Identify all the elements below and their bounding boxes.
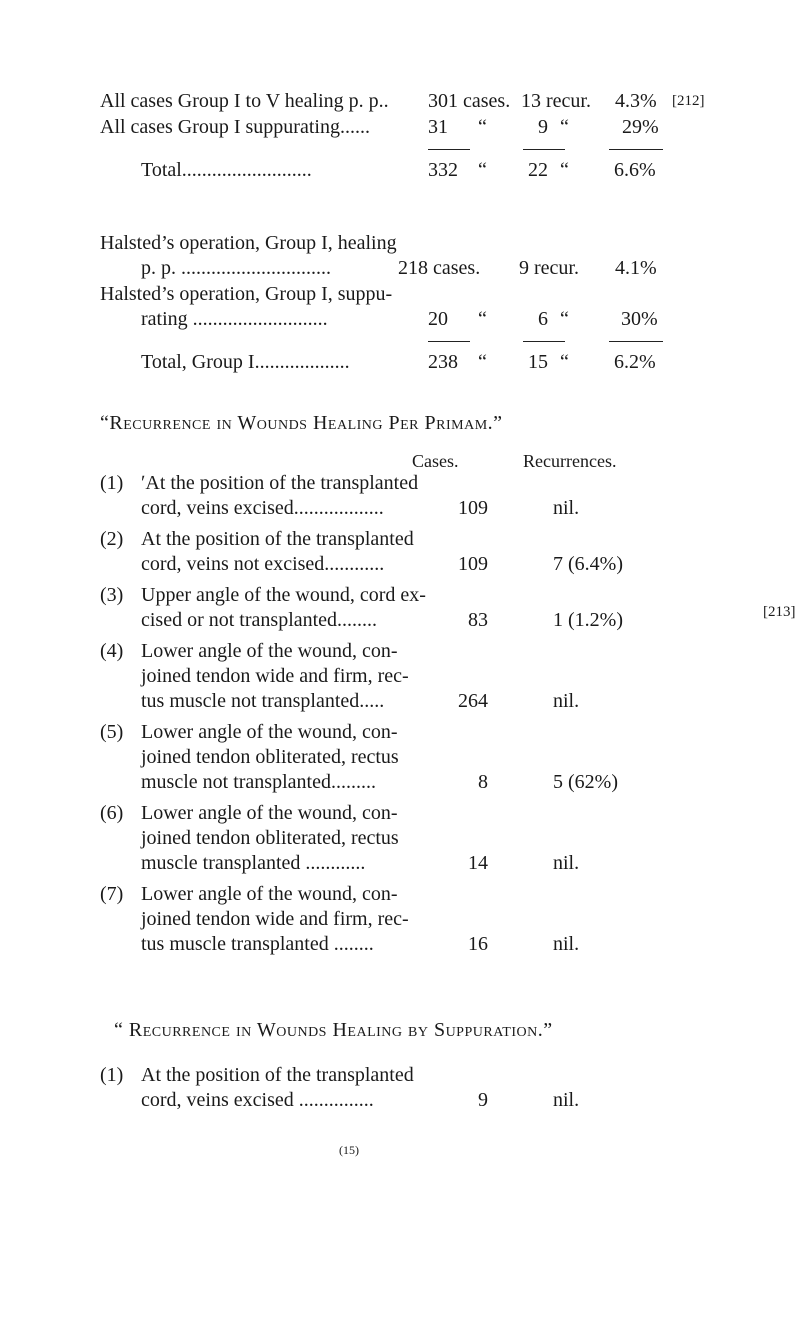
item-text-line: joined tendon wide and firm, rec- [141, 665, 409, 687]
section2-title: “ Recurrence in Wounds Healing by Suppuration.” [114, 1019, 553, 1041]
item-text-line: At the position of the transplanted [141, 1064, 414, 1086]
halsted-total-ditto1: “ [478, 351, 487, 373]
summary-row2-ditto1: “ [478, 116, 487, 138]
summary-row1-cases: 301 cases. [428, 90, 511, 112]
item-text-line: joined tendon obliterated, rectus [141, 827, 399, 849]
item-recurrences: nil. [553, 852, 580, 874]
item-recurrences: nil. [553, 690, 580, 712]
item-number: (4) [100, 640, 124, 662]
summary-row1-pct: 4.3% [615, 90, 657, 112]
halsted-row1-label-b: p. p. .............................. [141, 257, 331, 279]
summary-row2-recur: 9 [538, 116, 548, 138]
item-recurrences: 1 (1.2%) [553, 609, 623, 631]
rule-pct [609, 149, 663, 150]
item-text-line: cord, veins excised.................. [141, 497, 384, 519]
rule-halsted-pct [609, 341, 663, 342]
halsted-total-label: Total, Group I................... [141, 351, 350, 373]
section1-title: “Recurrence in Wounds Healing Per Primam.” [100, 412, 503, 434]
item-text-line: muscle not transplanted......... [141, 771, 376, 793]
item-text-line: Lower angle of the wound, con- [141, 640, 398, 662]
summary-row2-ditto2: “ [560, 116, 569, 138]
item-number: (1) [100, 472, 124, 494]
item-number: (7) [100, 883, 124, 905]
halsted-total-pct: 6.2% [614, 351, 656, 373]
item-recurrences: nil. [553, 933, 580, 955]
item-number: (2) [100, 528, 124, 550]
margin-note-213: [213] [763, 604, 796, 620]
item-recurrences: nil. [553, 1089, 580, 1111]
item-text-line: joined tendon wide and firm, rec- [141, 908, 409, 930]
item-cases: 16 [468, 933, 488, 955]
summary-row2-cases: 31 [428, 116, 448, 138]
summary-total-label: Total.......................... [141, 159, 312, 181]
item-number: (6) [100, 802, 124, 824]
halsted-total-cases: 238 [428, 351, 458, 373]
page-number: (15) [339, 1143, 359, 1157]
item-text-line: cised or not transplanted........ [141, 609, 378, 631]
item-text-line: cord, veins excised ............... [141, 1089, 374, 1111]
item-number: (5) [100, 721, 124, 743]
summary-total-recur: 22 [528, 159, 548, 181]
margin-note-212: [212] [672, 93, 705, 109]
rule-recur [523, 149, 565, 150]
item-text-line: cord, veins not excised............ [141, 553, 385, 575]
item-cases: 14 [468, 852, 488, 874]
halsted-row2-cases: 20 [428, 308, 448, 330]
item-cases: 8 [478, 771, 488, 793]
item-text-line: Lower angle of the wound, con- [141, 883, 398, 905]
summary-total-pct: 6.6% [614, 159, 656, 181]
halsted-row1-cases: 218 cases. [398, 257, 481, 279]
item-number: (1) [100, 1064, 124, 1086]
halsted-row2-ditto2: “ [560, 308, 569, 330]
summary-row2-label: All cases Group I suppurating...... [100, 116, 370, 138]
item-cases: 264 [458, 690, 488, 712]
column-header-recurrences: Recurrences. [523, 451, 617, 471]
summary-row2-pct: 29% [622, 116, 659, 138]
item-cases: 109 [458, 553, 488, 575]
summary-total-ditto2: “ [560, 159, 569, 181]
item-cases: 109 [458, 497, 488, 519]
halsted-row1-pct: 4.1% [615, 257, 657, 279]
summary-total-ditto1: “ [478, 159, 487, 181]
summary-total-cases: 332 [428, 159, 458, 181]
summary-row1-label: All cases Group I to V healing p. p.. [100, 90, 389, 112]
rule-halsted-recur [523, 341, 565, 342]
item-text-line: tus muscle transplanted ........ [141, 933, 374, 955]
item-recurrences: 7 (6.4%) [553, 553, 623, 575]
rule-cases [428, 149, 470, 150]
halsted-total-recur: 15 [528, 351, 548, 373]
item-recurrences: nil. [553, 497, 580, 519]
halsted-row2-label-a: Halsted’s operation, Group I, suppu- [100, 283, 393, 305]
halsted-row2-pct: 30% [621, 308, 658, 330]
item-text-line: Lower angle of the wound, con- [141, 721, 398, 743]
halsted-row2-label-b: rating ........................... [141, 308, 328, 330]
rule-halsted-cases [428, 341, 470, 342]
halsted-row2-ditto1: “ [478, 308, 487, 330]
item-cases: 83 [468, 609, 488, 631]
halsted-row2-recur: 6 [538, 308, 548, 330]
item-text-line: ʹAt the position of the transplanted [141, 472, 419, 494]
halsted-total-ditto2: “ [560, 351, 569, 373]
item-recurrences: 5 (62%) [553, 771, 618, 793]
column-header-cases: Cases. [412, 451, 459, 471]
item-text-line: Upper angle of the wound, cord ex- [141, 584, 426, 606]
halsted-row1-label-a: Halsted’s operation, Group I, healing [100, 232, 397, 254]
halsted-row1-recur: 9 recur. [519, 257, 579, 279]
item-text-line: joined tendon obliterated, rectus [141, 746, 399, 768]
item-cases: 9 [478, 1089, 488, 1111]
item-text-line: muscle transplanted ............ [141, 852, 366, 874]
item-text-line: Lower angle of the wound, con- [141, 802, 398, 824]
item-text-line: At the position of the transplanted [141, 528, 414, 550]
item-text-line: tus muscle not transplanted..... [141, 690, 385, 712]
summary-row1-recur: 13 recur. [521, 90, 591, 112]
item-number: (3) [100, 584, 124, 606]
